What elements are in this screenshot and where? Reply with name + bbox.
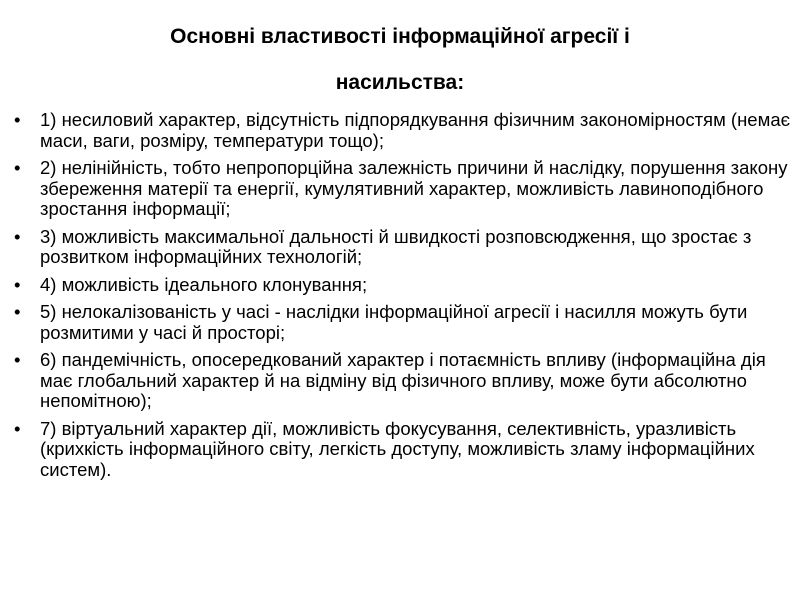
- bullet-dot-icon: •: [14, 157, 21, 178]
- slide-title: [60, 14, 740, 106]
- bullet-text: 4) можливість ідеального клонування;: [40, 273, 368, 295]
- bullet-item: [14, 227, 794, 268]
- bullet-dot-icon: •: [14, 349, 21, 370]
- bullet-dot-icon: •: [14, 273, 21, 295]
- slide-title-line-2: насильства:: [335, 71, 465, 94]
- bullet-text: 7) віртуальний характер дії, можливість фокусування, селективність, уразливість (крихкість інформаційного світу, легкість доступу, можливість зламу інформаційних систем).: [40, 417, 755, 480]
- bullet-item: [14, 302, 794, 343]
- bullet-text: 1) несиловий характер, відсутність підпорядкування фізичним закономірностям (немає маси, ваги, розміру, температури тощо);: [40, 109, 791, 151]
- bullet-text: 2) нелінійність, тобто непропорційна залежність причини й наслідку, порушення закону збереження матерії та енергії, кумулятивний характер, можливість лавиноподібного зростання інформації;: [40, 157, 788, 219]
- bullet-dot-icon: •: [14, 225, 21, 247]
- bullet-item: [14, 110, 794, 151]
- bullet-item: [14, 158, 794, 220]
- bullet-dot-icon: •: [14, 417, 21, 439]
- bullet-text: 3) можливість максимальної дальності й швидкості розповсюдження, що зростає з розвитком інформаційних технологій;: [40, 225, 752, 267]
- bullet-text: 5) нелокалізованість у часі - наслідки інформаційної агресії і насилля можуть бути розмитими у часі й просторі;: [40, 301, 748, 343]
- bullet-dot-icon: •: [14, 301, 21, 322]
- bullet-item: [14, 350, 794, 412]
- bullet-item: [14, 419, 794, 481]
- bullet-text: 6) пандемічність, опосередкований характер і потаємність впливу (інформаційна дія має глобальний характер й на відміну від фізичного впливу, може бути абсолютно непомітною);: [40, 349, 766, 411]
- slide-title-line-1: Основні властивості інформаційної агресії і: [170, 25, 630, 48]
- bullet-list: [14, 110, 794, 487]
- bullet-dot-icon: •: [14, 109, 21, 130]
- bullet-item: [14, 275, 794, 296]
